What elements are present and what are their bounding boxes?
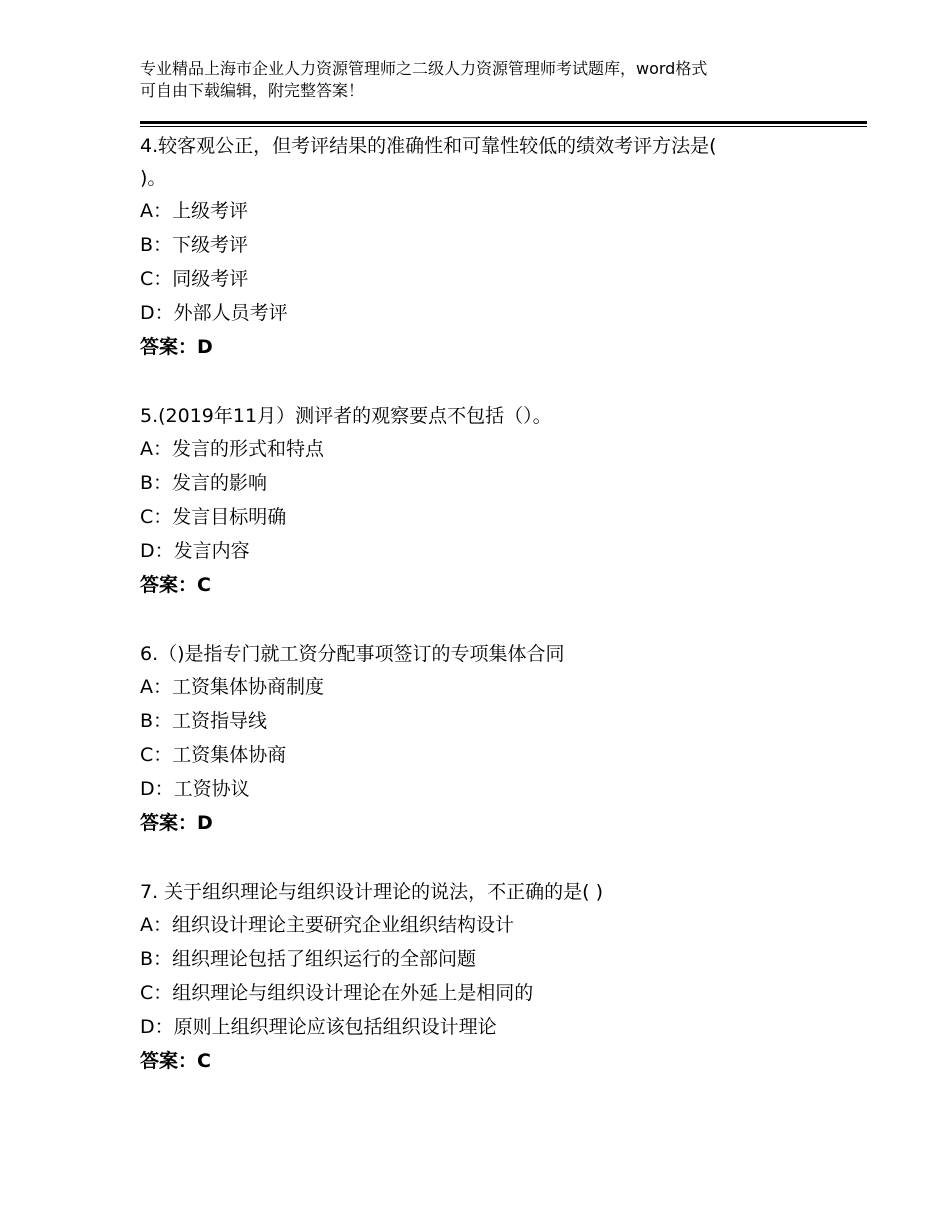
answer: 答案：C	[140, 1050, 211, 1072]
answer: 答案：C	[140, 574, 211, 596]
header-line-1: 专业精品上海市企业人力资源管理师之二级人力资源管理师考试题库，word格式	[140, 59, 708, 78]
question-stem-line-1: 7. 关于组织理论与组织设计理论的说法，不正确的是( )	[140, 881, 604, 903]
option-b: B：下级考评	[140, 234, 249, 256]
option-c: C：工资集体协商	[140, 744, 287, 766]
option-b: B：发言的影响	[140, 472, 268, 494]
question-list	[140, 128, 840, 1078]
question-stem-line-2: )。	[140, 167, 167, 189]
document-header	[140, 58, 820, 102]
question-6	[140, 638, 840, 840]
answer: 答案：D	[140, 336, 213, 358]
option-b: B：工资指导线	[140, 710, 268, 732]
question-5	[140, 400, 840, 602]
question-stem	[140, 130, 840, 194]
question-stem	[140, 638, 840, 670]
question-stem-line-1: 5.(2019年11月）测评者的观察要点不包括（）。	[140, 405, 552, 427]
option-c: C：发言目标明确	[140, 506, 287, 528]
option-a: A：发言的形式和特点	[140, 438, 324, 460]
question-7	[140, 876, 840, 1078]
header-line-2: 可自由下载编辑，附完整答案！	[140, 81, 365, 100]
answer: 答案：D	[140, 812, 213, 834]
question-stem	[140, 876, 840, 908]
option-d: D：原则上组织理论应该包括组织设计理论	[140, 1016, 497, 1038]
option-d: D：外部人员考评	[140, 302, 288, 324]
option-a: A：工资集体协商制度	[140, 676, 324, 698]
question-stem-line-1: 4.较客观公正，但考评结果的准确性和可靠性较低的绩效考评方法是(	[140, 135, 717, 157]
option-d: D：发言内容	[140, 540, 250, 562]
header-divider-thick	[140, 121, 867, 124]
option-b: B：组织理论包括了组织运行的全部问题	[140, 948, 477, 970]
question-4	[140, 130, 840, 364]
option-d: D：工资协议	[140, 778, 250, 800]
option-c: C：同级考评	[140, 268, 249, 290]
option-a: A：组织设计理论主要研究企业组织结构设计	[140, 914, 514, 936]
question-stem	[140, 400, 840, 432]
option-a: A：上级考评	[140, 200, 248, 222]
option-c: C：组织理论与组织设计理论在外延上是相同的	[140, 982, 534, 1004]
question-stem-line-1: 6.（)是指专门就工资分配事项签订的专项集体合同	[140, 643, 565, 665]
header-divider-thin	[140, 126, 867, 127]
